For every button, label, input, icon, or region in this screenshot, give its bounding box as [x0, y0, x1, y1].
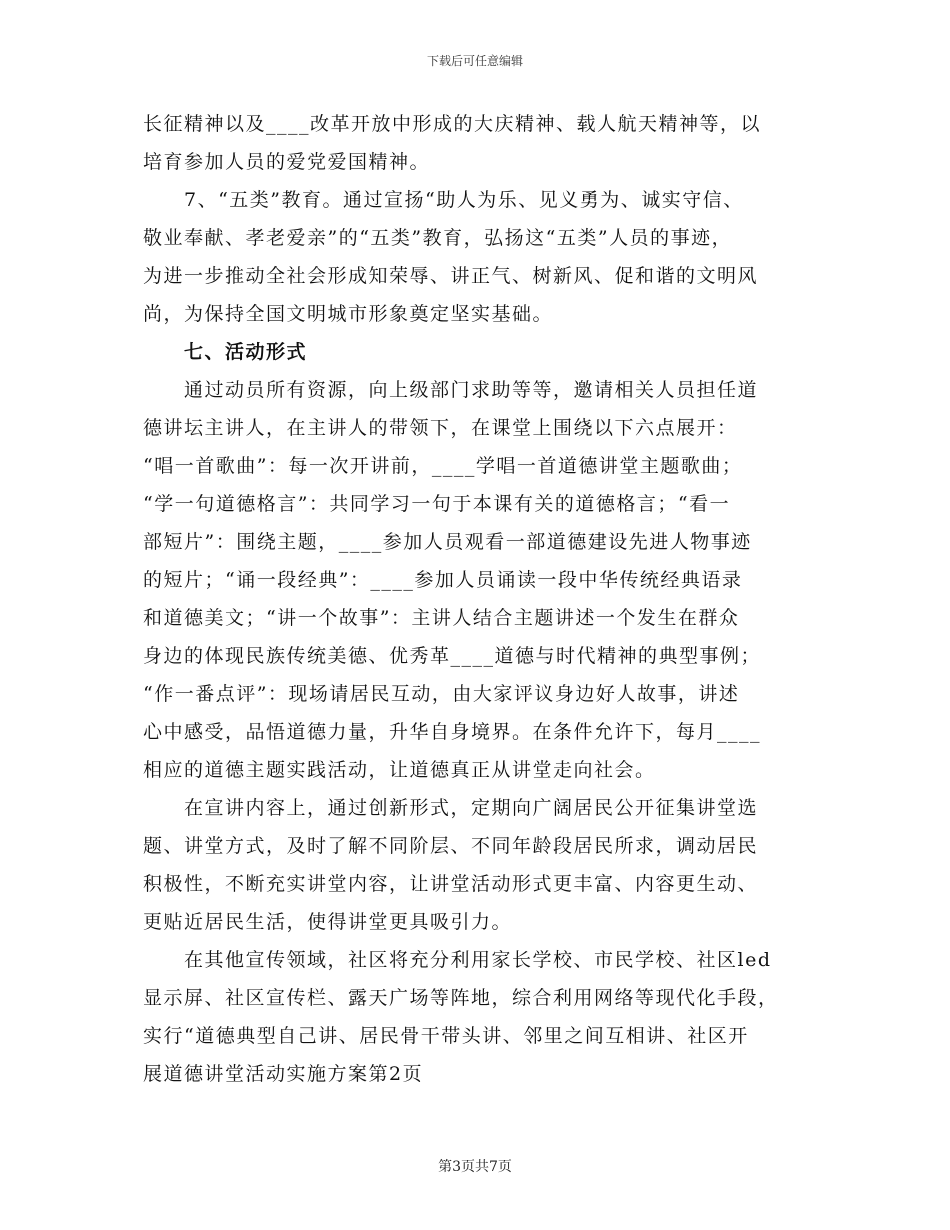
text-line: 尚，为保持全国文明城市形象奠定坚实基础。 [143, 303, 554, 325]
text-line: 培育参加人员的爱党爱国精神。 [143, 151, 431, 173]
text-line: 积极性，不断充实讲堂内容，让讲堂活动形式更丰富、内容更生动、 [143, 873, 759, 895]
text-line: 德讲坛主讲人，在主讲人的带领下，在课堂上围绕以下六点展开： [143, 417, 738, 439]
text-line: 7、“五类”教育。通过宣扬“助人为乐、见义勇为、诚实守信、 [143, 189, 744, 211]
text-line: 和道德美文；“讲一个故事”：主讲人结合主题讲述一个发生在群众 [143, 607, 740, 629]
text-line: 在宣讲内容上，通过创新形式，定期向广阔居民公开征集讲堂选 [143, 797, 759, 819]
text-line: “唱一首歌曲”：每一次开讲前，____学唱一首道德讲堂主题歌曲； [143, 455, 743, 477]
text-line: 通过动员所有资源，向上级部门求助等等，邀请相关人员担任道 [143, 379, 759, 401]
text-line: 长征精神以及____改革开放中形成的大庆精神、载人航天精神等，以 [143, 113, 762, 135]
text-line: 题、讲堂方式，及时了解不同阶层、不同年龄段居民所求，调动居民 [143, 835, 759, 857]
text-line: 实行“道德典型自己讲、居民骨干带头讲、邻里之间互相讲、社区开 [143, 1025, 749, 1047]
section-heading: 七、活动形式 [143, 341, 308, 363]
text-line: 更贴近居民生活，使得讲堂更具吸引力。 [143, 911, 513, 933]
text-line: 的短片；“诵一段经典”：____参加人员诵读一段中华传统经典语录 [143, 569, 743, 591]
document-body [143, 105, 823, 1093]
text-line: 身边的体现民族传统美德、优秀革____道德与时代精神的典型事例； [143, 645, 762, 667]
text-line: 在其他宣传领域，社区将充分利用家长学校、市民学校、社区led [143, 949, 772, 971]
text-line: 展道德讲堂活动实施方案第2页 [143, 1063, 424, 1085]
text-line: 相应的道德主题实践活动，让道德真正从讲堂走向社会。 [143, 759, 656, 781]
text-line: “学一句道德格言”：共同学习一句于本课有关的道德格言；“看一 [143, 493, 731, 515]
text-line: 显示屏、社区宣传栏、露天广场等阵地，综合利用网络等现代化手段， [143, 987, 779, 1009]
page-header: 下载后可任意编辑 [426, 54, 523, 68]
text-line: 心中感受，品悟道德力量，升华自身境界。在条件允许下，每月____ [143, 721, 762, 743]
text-line: 为进一步推动全社会形成知荣辱、讲正气、树新风、促和谐的文明风 [143, 265, 759, 287]
text-line: 部短片”：围绕主题，____参加人员观看一部道德建设先进人物事迹 [143, 531, 752, 553]
text-line: “作一番点评”：现场请居民互动，由大家评议身边好人故事，讲述 [143, 683, 740, 705]
page-footer: 第3页共7页 [438, 1159, 512, 1175]
text-line: 敬业奉献、孝老爱亲”的“五类”教育，弘扬这“五类”人员的事迹， [143, 227, 733, 249]
